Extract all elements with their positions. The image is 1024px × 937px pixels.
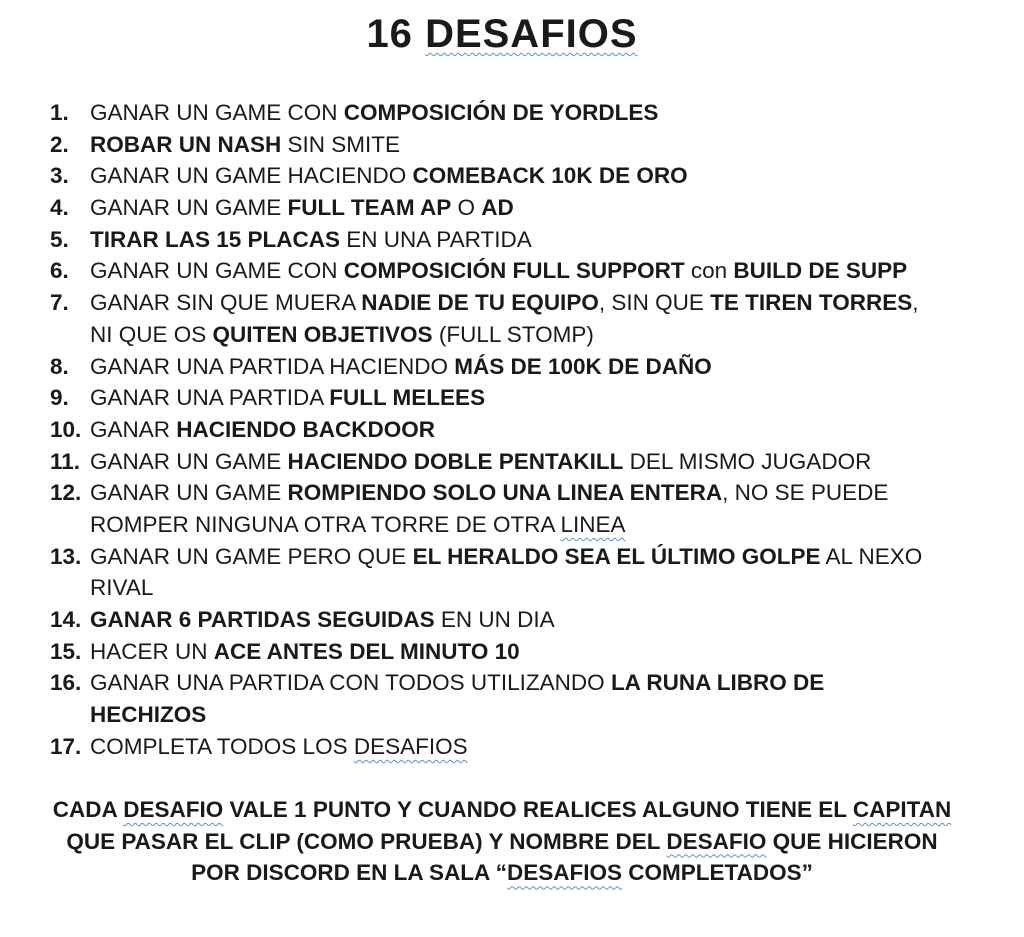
challenge-line	[90, 509, 626, 541]
challenge-item	[0, 541, 1024, 604]
challenge-text: GANAR UNA PARTIDA HACIENDO	[90, 353, 455, 379]
challenge-item	[0, 446, 1024, 478]
challenge-line	[90, 319, 594, 351]
footer-line	[0, 826, 1004, 858]
challenge-text: ROMPER NINGUNA OTRA TORRE DE OTRA	[90, 511, 561, 537]
footer-text: VALE 1 PUNTO Y CUANDO REALICES ALGUNO TIENE EL	[223, 797, 853, 822]
challenge-line	[90, 731, 468, 763]
challenge-text: LINEA	[560, 511, 626, 537]
challenge-line	[90, 604, 555, 636]
challenge-text-bold: ROBAR UN NASH	[90, 131, 282, 157]
challenge-number: 3.	[50, 163, 69, 189]
challenge-item	[0, 224, 1024, 256]
challenge-text: DEL MISMO JUGADOR	[623, 448, 872, 474]
challenge-text: GANAR UNA PARTIDA	[90, 385, 330, 411]
challenge-number: 5.	[50, 226, 69, 252]
footer-instructions	[0, 794, 1004, 889]
challenge-text-bold: EL HERALDO SEA EL ÚLTIMO GOLPE	[412, 543, 821, 569]
footer-text: CAPITAN	[852, 797, 952, 822]
challenge-text: GANAR UN GAME CON	[90, 100, 344, 125]
challenge-text: RIVAL	[90, 575, 154, 601]
challenge-text-bold: ACE ANTES DEL MINUTO 10	[213, 638, 520, 664]
challenge-text: DESAFIOS	[353, 733, 468, 759]
challenge-number: 7.	[50, 290, 69, 316]
challenge-text-bold: MÁS DE 100K DE DAÑO	[454, 353, 712, 379]
challenge-number: 4.	[50, 195, 69, 221]
challenge-item	[0, 604, 1024, 636]
challenge-text: NI QUE OS	[90, 321, 213, 347]
challenge-text: SIN SMITE	[281, 131, 401, 157]
challenge-text: GANAR UNA PARTIDA CON TODOS UTILIZANDO	[90, 670, 611, 696]
footer-text: QUE HICIERON	[766, 828, 938, 854]
challenge-text-bold: BUILD DE SUPP	[733, 258, 908, 284]
challenge-text: GANAR UN GAME CON	[90, 258, 344, 284]
title-number: 16	[366, 12, 413, 56]
challenge-text: EN UN DIA	[434, 607, 555, 633]
challenge-line	[90, 192, 514, 224]
challenge-number: 9.	[50, 385, 69, 411]
footer-line	[0, 857, 1004, 889]
footer-text: QUE PASAR EL CLIP (COMO PRUEBA) Y NOMBRE DEL	[66, 828, 667, 854]
challenge-line	[90, 224, 532, 256]
challenge-text: GANAR UN GAME	[90, 480, 288, 506]
challenge-text: COMPLETA TODOS LOS	[90, 733, 354, 759]
challenge-item	[0, 414, 1024, 446]
footer-text: COMPLETADOS”	[622, 860, 813, 886]
title-word: DESAFIOS	[425, 12, 638, 56]
challenge-text: , NO SE PUEDE	[722, 480, 889, 506]
challenge-text-bold: QUITEN OBJETIVOS	[212, 321, 433, 347]
challenge-list	[0, 97, 1024, 763]
challenge-number: 10.	[50, 416, 82, 442]
challenge-text: GANAR UN GAME PERO QUE	[90, 543, 413, 569]
challenge-text-bold: FULL MELEES	[329, 385, 486, 411]
challenge-number: 13.	[50, 543, 82, 569]
footer-text: DESAFIO	[666, 828, 767, 854]
challenge-line	[90, 129, 400, 161]
page-title	[0, 12, 1004, 57]
challenge-item	[0, 192, 1024, 224]
challenge-text: , SIN QUE	[598, 290, 711, 316]
challenge-number: 16.	[50, 670, 82, 696]
challenge-item	[0, 351, 1024, 383]
challenge-text: GANAR SIN QUE MUERA	[90, 290, 362, 316]
challenge-line	[90, 287, 918, 319]
footer-text: DESAFIO	[123, 797, 224, 822]
challenge-text-bold: LA RUNA LIBRO DE	[610, 670, 825, 696]
challenge-item	[0, 382, 1024, 414]
challenge-line	[90, 382, 485, 414]
footer-text: POR DISCORD EN LA SALA “	[191, 860, 507, 886]
challenge-text: GANAR UN GAME	[90, 448, 288, 474]
challenge-text-bold: ROMPIENDO SOLO UNA LINEA ENTERA	[287, 480, 723, 506]
challenge-text-bold: COMPOSICIÓN DE YORDLES	[343, 100, 659, 125]
challenge-line	[90, 541, 922, 573]
challenge-text: O	[451, 195, 482, 221]
challenge-text: GANAR UN GAME	[90, 195, 288, 221]
challenge-text: (FULL STOMP)	[432, 321, 594, 347]
challenge-line	[90, 446, 871, 478]
challenge-line	[90, 97, 658, 129]
challenge-text: AL NEXO	[820, 543, 923, 569]
challenge-text-bold: AD	[481, 195, 514, 221]
footer-text: DESAFIOS	[506, 860, 623, 886]
challenge-line	[90, 160, 688, 192]
challenge-item	[0, 667, 1024, 730]
challenge-text-bold: HECHIZOS	[90, 702, 207, 728]
challenge-text-bold: TE TIREN TORRES	[710, 290, 913, 316]
challenge-item	[0, 287, 1024, 350]
challenge-text-bold: COMEBACK 10K DE ORO	[412, 163, 688, 189]
challenge-text-bold: GANAR 6 PARTIDAS SEGUIDAS	[90, 607, 435, 633]
challenge-line	[90, 667, 824, 699]
challenge-line	[90, 414, 435, 446]
challenge-text: HACER UN	[90, 638, 214, 664]
challenge-text-bold: TIRAR LAS 15 PLACAS	[90, 226, 341, 252]
challenge-number: 17.	[50, 733, 82, 759]
challenge-number: 12.	[50, 480, 82, 506]
challenge-text: EN UNA PARTIDA	[340, 226, 532, 252]
challenge-item	[0, 97, 1024, 129]
challenge-item	[0, 160, 1024, 192]
challenge-item	[0, 477, 1024, 540]
footer-text: CADA	[52, 797, 124, 822]
challenge-text: GANAR	[90, 416, 177, 442]
challenge-text-bold: FULL TEAM AP	[287, 195, 452, 221]
challenge-line	[90, 699, 206, 731]
challenge-number: 8.	[50, 353, 69, 379]
challenge-line	[90, 255, 907, 287]
challenge-number: 1.	[50, 100, 69, 125]
challenge-text: GANAR UN GAME HACIENDO	[90, 163, 413, 189]
challenge-text: ,	[912, 290, 919, 316]
challenge-number: 15.	[50, 638, 82, 664]
challenge-item	[0, 636, 1024, 668]
challenge-text-bold: HACIENDO BACKDOOR	[176, 416, 436, 442]
challenge-text-bold: NADIE DE TU EQUIPO	[361, 290, 599, 316]
challenge-number: 2.	[50, 131, 69, 157]
challenge-line	[90, 572, 153, 604]
challenge-item	[0, 731, 1024, 763]
challenge-number: 6.	[50, 258, 69, 284]
challenge-line	[90, 477, 888, 509]
challenge-line	[90, 636, 520, 668]
challenge-number: 11.	[50, 448, 81, 474]
challenge-item	[0, 129, 1024, 161]
challenge-text: con	[684, 258, 734, 284]
footer-line	[0, 794, 1004, 826]
challenge-text-bold: COMPOSICIÓN FULL SUPPORT	[343, 258, 685, 284]
challenge-line	[90, 351, 712, 383]
challenge-item	[0, 255, 1024, 287]
challenge-number: 14.	[50, 607, 82, 633]
challenge-text-bold: HACIENDO DOBLE PENTAKILL	[287, 448, 624, 474]
